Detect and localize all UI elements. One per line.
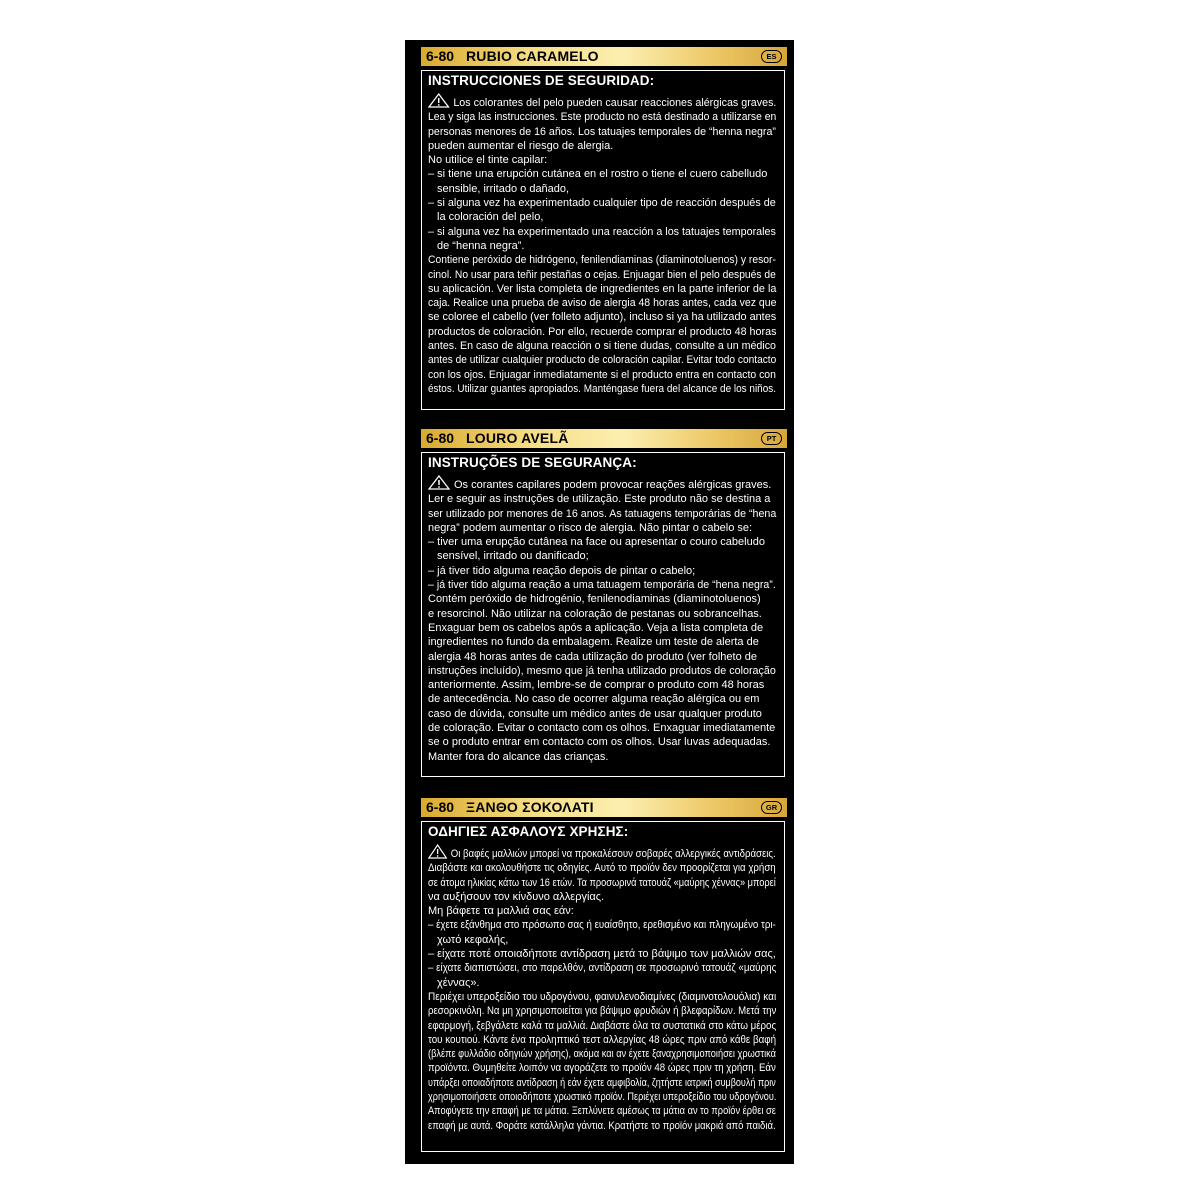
language-badge: PT [761, 432, 782, 445]
text-line: instruções incluído), mesmo que já tenha utilizado produtos de coloração [428, 664, 776, 677]
text-line: χέννας». [437, 976, 480, 989]
text-line: Lea y siga las instrucciones. Este producto no está destinado a utilizarse en [428, 111, 777, 124]
text-line: – έχετε εξάνθημα στο πρόσωπο σας ή ευαίσθητο, ερεθισμένο και πληγωμένο τρι- [428, 919, 776, 932]
warning-triangle-icon [428, 844, 447, 859]
text-line: Contiene peróxido de hidrógeno, fenilendiaminas (diaminotoluenos) y resor- [428, 254, 776, 267]
text-line: χρησιμοποιήσετε οποιοδήποτε χρωστικό προϊόν. Περιέχει υπεροξείδιο του υδρογόνου. [428, 1091, 777, 1104]
text-line: Manter fora do alcance das crianças. [428, 750, 609, 763]
instruction-panel [405, 40, 794, 1164]
text-line: No utilice el tinte capilar: [428, 154, 548, 167]
safety-box [421, 821, 785, 1152]
text-line: – είχατε ποτέ οποιαδήποτε αντίδραση μετά το βάψιμο των μαλλιών σας, [428, 948, 776, 961]
text-line: su aplicación. Ver lista completa de ingredientes en la parte inferior de la [428, 282, 777, 295]
language-badge: ES [761, 50, 782, 63]
text-line: – si alguna vez ha experimentado cualquier tipo de reacción después de [428, 197, 776, 210]
warning-triangle-icon [428, 93, 449, 108]
text-line: Αποφύγετε την επαφή με τα μάτια. Ξεπλύνετε αμέσως τα μάτια αν το προϊόν έρθει σε [428, 1105, 776, 1118]
text-line: υπάρξει οποιαδήποτε αντίδραση ή εάν έχετε αμφιβολία, ζητήστε ιατρική συμβουλή πριν [428, 1076, 776, 1089]
text-line: να αυξήσουν τον κίνδυνο αλλεργίας. [428, 890, 605, 903]
safety-text [428, 475, 776, 764]
safety-title: ΟΔΗΓΙΕΣ ΑΣΦΑΛΟΥΣ ΧΡΗΣΗΣ: [428, 824, 629, 839]
section-es [421, 47, 787, 412]
shade-code: 6-80 [426, 799, 455, 815]
text-line: antes. En caso de alguna reacción o si tiene dudas, consulte a un médico [428, 340, 776, 353]
text-line: éstos. Utilizar guantes apropiados. Manténgase fuera del alcance de los niños. [428, 382, 777, 395]
text-line: negra” podem aumentar o risco de alergia. Não pintar o cabelo se: [428, 521, 753, 534]
language-badge: GR [761, 801, 782, 814]
text-line: – já tiver tido alguma reação depois de pintar o cabelo; [428, 564, 696, 577]
text-line: του κουτιού. Κάντε ένα προληπτικό τεστ αλλεργίας 48 ώρες πριν από κάθε βαφή [428, 1033, 777, 1046]
text-line: productos de coloración. Por ello, recuerde comprar el producto 48 horas [428, 325, 777, 338]
text-line: ingredientes no fundo da embalagem. Realize um teste de alerta de [428, 636, 759, 649]
text-line: caso de dúvida, consulte um médico antes de usar qualquer produto [428, 707, 762, 720]
section-header [421, 47, 787, 66]
text-line: επαφή με αυτά. Φοράτε κατάλληλα γάντια. Κρατήστε το προϊόν μακριά από παιδιά. [428, 1119, 776, 1132]
text-line: Διαβάστε και ακολουθήστε τις οδηγίες. Αυτό το προϊόν δεν προορίζεται για χρήση [428, 862, 776, 875]
text-line: – já tiver tido alguma reação a uma tatuagem temporária de “hena negra”. [428, 579, 776, 592]
text-line: (βλέπε φυλλάδιο οδηγιών χρήσης), ακόμα και αν έχετε ξαναχρησιμοποιήσει χρωστικά [428, 1048, 777, 1061]
text-line: Enxaguar bem os cabelos após a aplicação. Veja a lista completa de [428, 621, 764, 634]
text-line: sensible, irritado o dañado, [437, 182, 570, 195]
text-line: ser utilizado por menores de 16 anos. As tatuagens temporárias de “hena [428, 507, 777, 520]
text-line: de coloração. Evitar o contacto com os olhos. Enxaguar imediatamente [428, 722, 776, 735]
text-line: Los colorantes del pelo pueden causar reacciones alérgicas graves. [428, 93, 767, 110]
section-header [421, 798, 787, 817]
text-line: de “henna negra”. [437, 239, 525, 252]
text-line: – είχατε διαπιστώσει, στο παρελθόν, αντίδραση σε προσωρινό τατουάζ «μαύρης [428, 962, 777, 975]
safety-title: INSTRUÇÕES DE SEGURANÇA: [428, 455, 637, 470]
shade-code: 6-80 [426, 48, 455, 64]
text-line: – si tiene una erupción cutánea en el rostro o tiene el cuero cabelludo [428, 168, 768, 181]
text-line: se o produto entrar em contacto com os olhos. Usar luvas adequadas. [428, 736, 771, 749]
shade-name: RUBIO CARAMELO [466, 48, 599, 64]
safety-text [428, 93, 776, 396]
text-line: – si alguna vez ha experimentado una reacción a los tatuajes temporales [428, 225, 776, 238]
text-line: de antecedência. No caso de ocorrer alguma reação alérgica ou em [428, 693, 760, 706]
section-gr [421, 798, 787, 1156]
shade-name: LOURO AVELÃ [466, 430, 569, 446]
text-line: προϊόντα. Θυμηθείτε λοιπόν να αγοράζετε το προϊόν 48 ώρες πριν τη χρήση. Εάν [428, 1062, 776, 1075]
text-line: Οι βαφές μαλλιών μπορεί να προκαλέσουν σοβαρές αλλεργικές αντιδράσεις. [428, 844, 732, 861]
text-line: pueden aumentar el riesgo de alergia. [428, 139, 614, 152]
shade-code: 6-80 [426, 430, 455, 446]
shade-name: ΞΑΝΘΟ ΣΟΚΟΛΑΤΙ [466, 799, 594, 815]
text-line: χωτό κεφαλής, [437, 933, 509, 946]
text-line: Περιέχει υπεροξείδιο του υδρογόνου, φαινυλενοδιαμίνες (διαμινοτολουόλια) και [428, 990, 777, 1003]
text-line: con los ojos. Enjuagar inmediatamente si el producto entra en contacto con [428, 368, 776, 381]
text-line: Μη βάφετε τα μαλλιά σας εάν: [428, 905, 574, 918]
safety-text [428, 844, 776, 1133]
text-line: se coloree el cabello (ver folleto adjunto), incluso si ya ha utilizado antes [428, 311, 777, 324]
text-line: alergia 48 horas antes de cada utilização do produto (ver folheto de [428, 650, 757, 663]
safety-title: INSTRUCCIONES DE SEGURIDAD: [428, 73, 655, 88]
text-line: anteriormente. Assim, lembre-se de comprar o produto com 48 horas [428, 679, 765, 692]
text-line: – tiver uma erupção cutânea na face ou apresentar o couro cabeludo [428, 536, 765, 549]
safety-box [421, 452, 785, 777]
text-line: Ler e seguir as instruções de utilização. Este produto não se destina a [428, 493, 771, 506]
text-line: sensível, irritado ou danificado; [437, 550, 589, 563]
text-line: cinol. No usar para teñir pestañas o cejas. Enjuagar bien el pelo después de [428, 268, 776, 281]
warning-triangle-icon [428, 475, 450, 490]
text-line: personas menores de 16 años. Los tatuajes temporales de “henna negra” [428, 125, 776, 138]
safety-box [421, 70, 785, 410]
text-line: antes de utilizar cualquier producto de coloración capilar. Evitar todo contacto [428, 354, 777, 367]
text-line: ρεσορκινόλη. Να μη χρησιμοποιείται για βάψιμο φρυδιών ή βλεφαρίδων. Μετά την [428, 1005, 777, 1018]
text-line: εφαρμογή, ξεβγάλετε καλά τα μαλλιά. Διαβάστε όλα τα συστατικά στο κάτω μέρος [428, 1019, 777, 1032]
text-line: Contém peróxido de hidrogénio, fenilenodiaminas (diaminotoluenos) [428, 593, 761, 606]
text-line: e resorcinol. Não utilizar na coloração de pestanas ou sobrancelhas. [428, 607, 762, 620]
section-header [421, 429, 787, 448]
text-line: Os corantes capilares podem provocar reações alérgicas graves. [428, 475, 776, 492]
text-line: la coloración del pelo, [437, 211, 544, 224]
text-line: σε άτομα ηλικίας κάτω των 16 ετών. Τα προσωρινά τατουάζ «μαύρης χέννας» μπορεί [428, 876, 776, 889]
text-line: caja. Realice una prueba de aviso de alergia 48 horas antes, cada vez que [428, 297, 777, 310]
section-pt [421, 429, 787, 781]
